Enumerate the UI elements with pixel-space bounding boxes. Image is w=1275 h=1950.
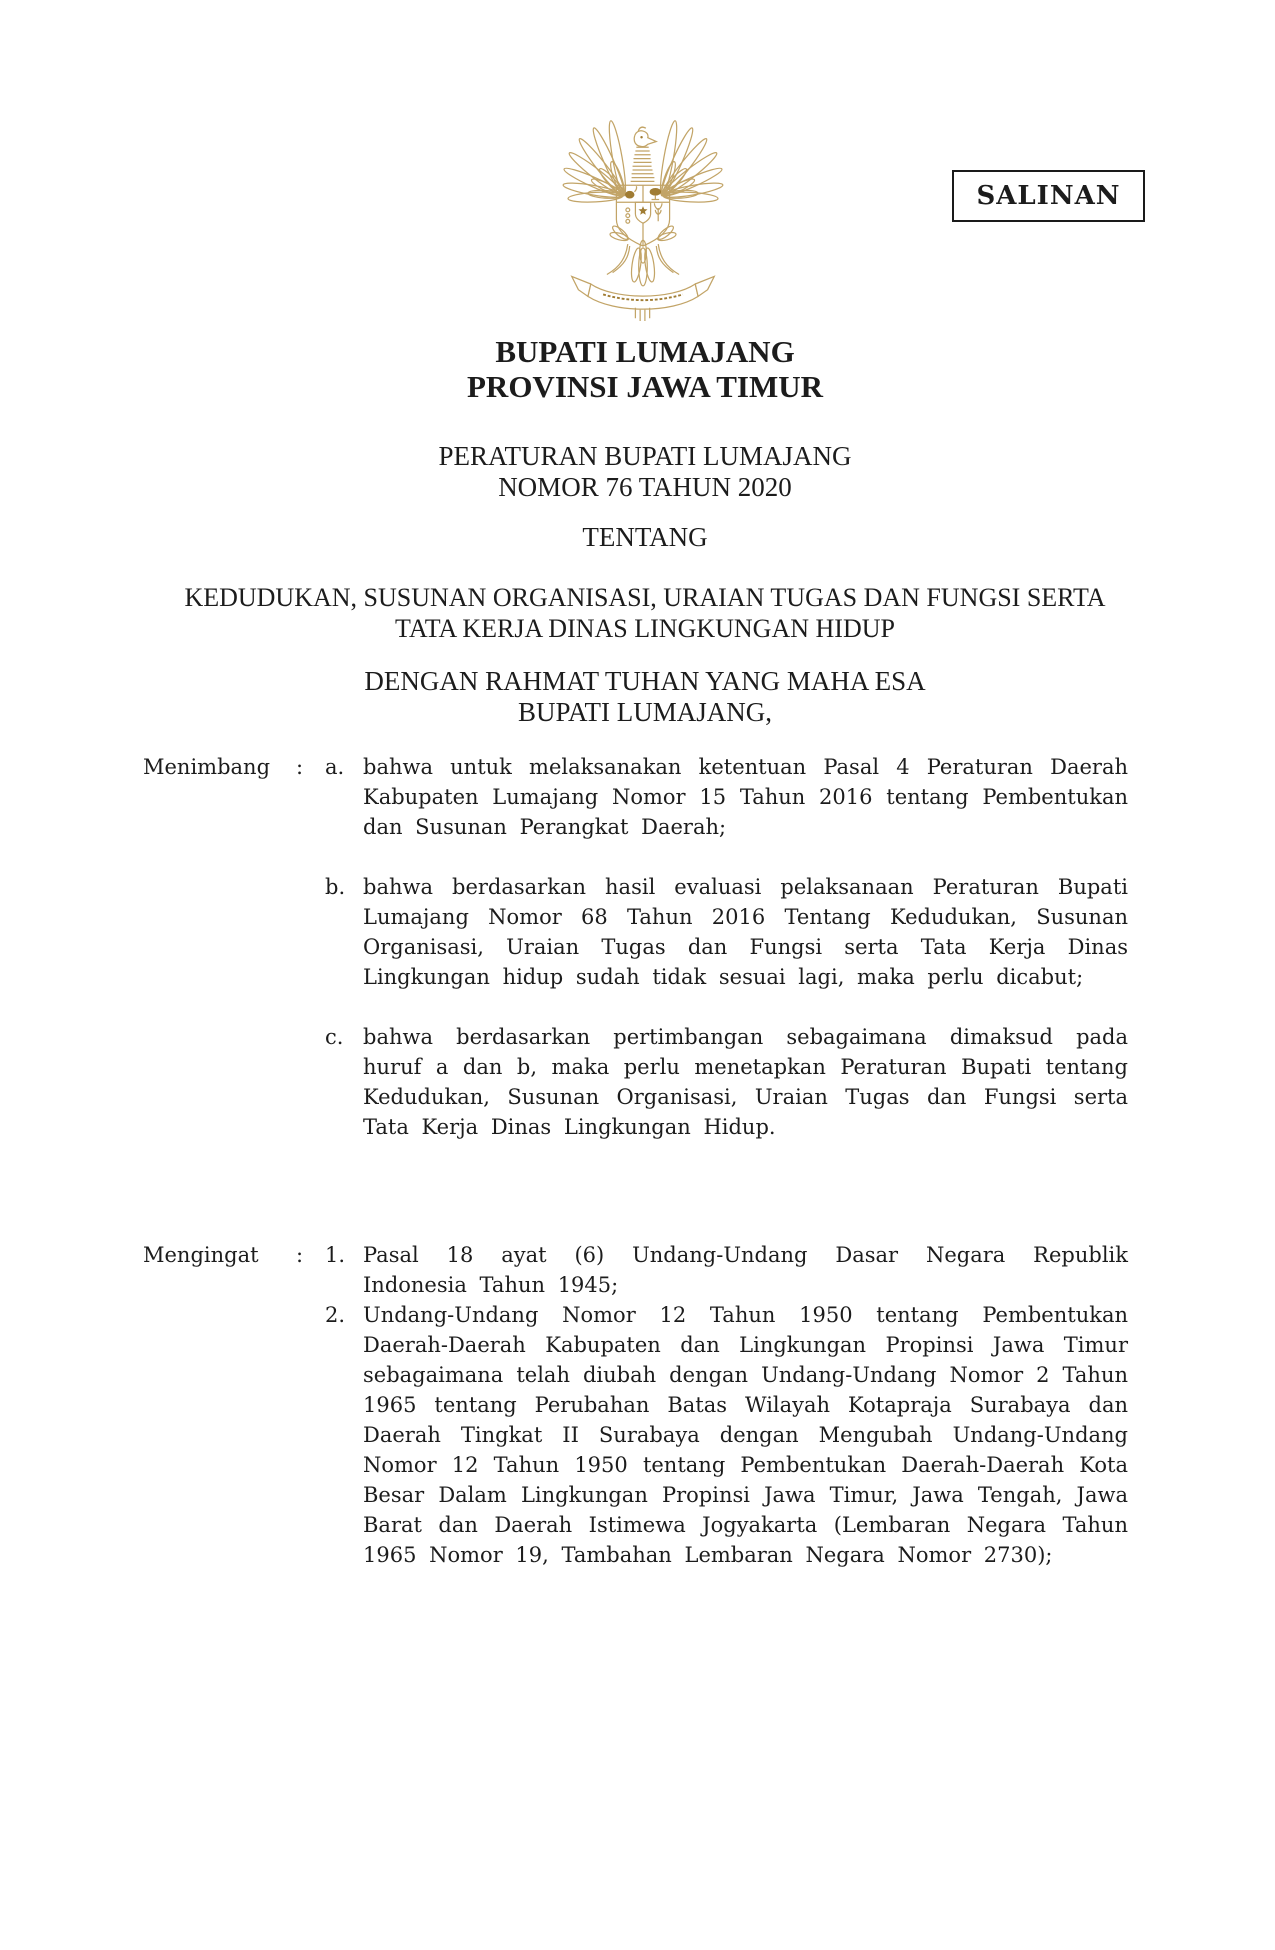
subject-title-block [100, 582, 1190, 644]
subject-title-line1: KEDUDUKAN, SUSUNAN ORGANISASI, URAIAN TUGAS DAN FUNGSI SERTA [184, 583, 1106, 612]
mengingat-item-2 [325, 1300, 1128, 1570]
grace-line: DENGAN RAHMAT TUHAN YANG MAHA ESA [364, 666, 926, 696]
menimbang-item-a-marker: a. [325, 755, 345, 779]
menimbang-colon: : [296, 755, 304, 779]
menimbang-item-b-text: bahwa berdasarkan hasil evaluasi pelaksanaan Peraturan Bupati Lumajang Nomor 68 Tahun 2016 Tentang Kedudukan, Susunan Organisasi, Uraian Tugas dan Fungsi serta Tata Kerja Dinas Lingkungan hidup sudah tidak sesuai lagi, maka perlu dicabut; [363, 875, 1128, 989]
authority-header [100, 334, 1190, 404]
tentang-block [100, 522, 1190, 553]
menimbang-item-c-marker: c. [325, 1025, 344, 1049]
menimbang-label: Menimbang [143, 755, 271, 779]
authority-line1: BUPATI LUMAJANG [495, 334, 795, 369]
mengingat-colon: : [296, 1243, 304, 1267]
menimbang-item-c-text: bahwa berdasarkan pertimbangan sebagaimana dimaksud pada huruf a dan b, maka perlu menetapkan Peraturan Bupati tentang Kedudukan, Susunan Organisasi, Uraian Tugas dan Fungsi serta Tata Kerja Dinas Lingkungan Hidup. [363, 1025, 1128, 1139]
mengingat-item-1 [325, 1240, 1128, 1300]
mengingat-item-2-text: Undang-Undang Nomor 12 Tahun 1950 tentang Pembentukan Daerah-Daerah Kabupaten dan Lingkungan Propinsi Jawa Timur sebagaimana telah diubah dengan Undang-Undang Nomor 2 Tahun 1965 tentang Perubahan Batas Wilayah Kotapraja Surabaya dan Daerah Tingkat II Surabaya dengan Mengubah Undang-Undang Nomor 12 Tahun 1950 tentang Pembentukan Daerah-Daerah Kota Besar Dalam Lingkungan Propinsi Jawa Timur, Jawa Tengah, Jawa Barat dan Daerah Istimewa Jogyakarta (Lembaran Negara Tahun 1965 Nomor 19, Tambahan Lembaran Negara Nomor 2730); [363, 1303, 1128, 1567]
mengingat-label: Mengingat [143, 1243, 259, 1267]
menimbang-item-c [325, 1022, 1128, 1142]
regulation-title: PERATURAN BUPATI LUMAJANG [438, 441, 852, 471]
salinan-stamp-label: SALINAN [976, 181, 1121, 211]
menimbang-item-a-text: bahwa untuk melaksanakan ketentuan Pasal 4 Peraturan Daerah Kabupaten Lumajang Nomor 15 Tahun 2016 tentang Pembentukan dan Susunan Perangkat Daerah; [363, 755, 1128, 839]
mengingat-item-2-marker: 2. [325, 1303, 346, 1327]
grace-block [100, 666, 1190, 728]
tentang-label: TENTANG [582, 522, 708, 552]
regulation-number: NOMOR 76 TAHUN 2020 [498, 472, 792, 502]
menimbang-item-b [325, 872, 1128, 992]
subject-title-line2: TATA KERJA DINAS LINGKUNGAN HIDUP [395, 614, 895, 643]
mengingat-item-1-text: Pasal 18 ayat (6) Undang-Undang Dasar Negara Republik Indonesia Tahun 1945; [363, 1243, 1128, 1297]
salinan-stamp [952, 170, 1145, 222]
menimbang-item-b-marker: b. [325, 875, 346, 899]
regulation-title-block [100, 441, 1190, 503]
issuer-line: BUPATI LUMAJANG, [517, 697, 773, 727]
garuda-pancasila-emblem [548, 100, 738, 335]
menimbang-item-a [325, 752, 1128, 842]
mengingat-item-1-marker: 1. [325, 1243, 346, 1267]
authority-line2: PROVINSI JAWA TIMUR [467, 369, 823, 404]
